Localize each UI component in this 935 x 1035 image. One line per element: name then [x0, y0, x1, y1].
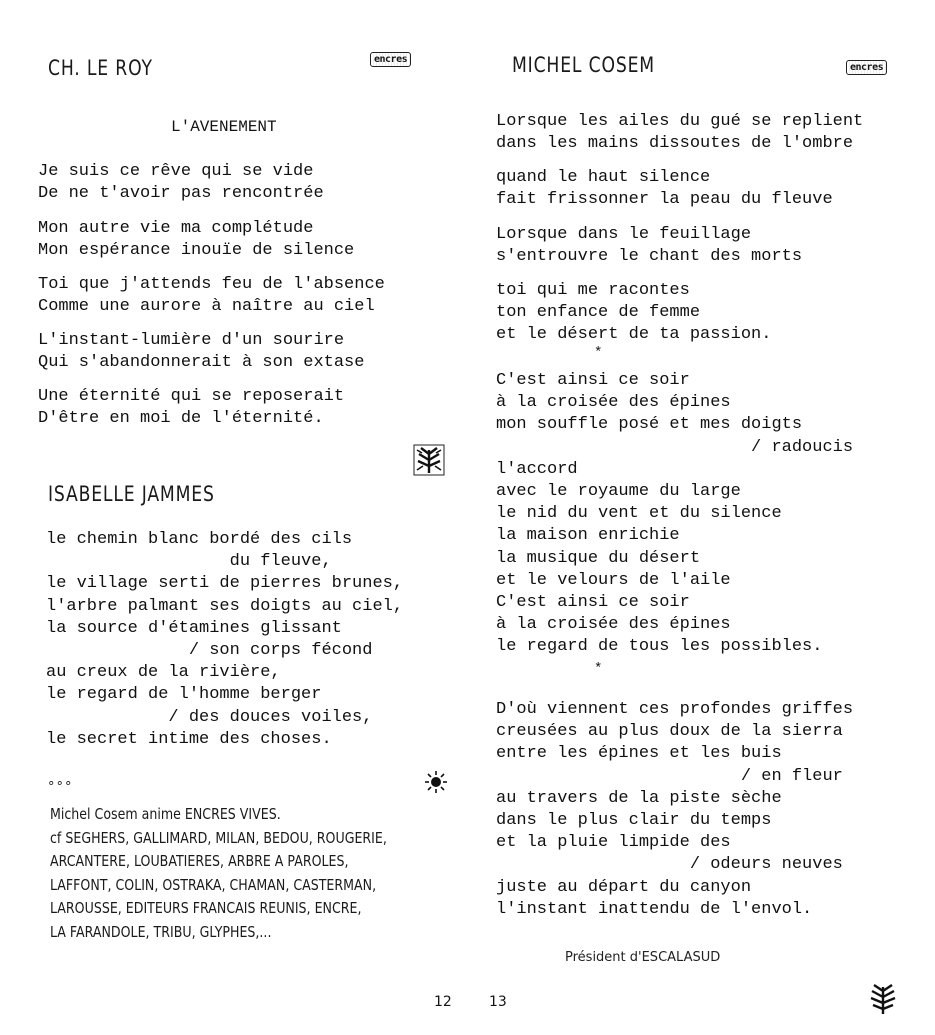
stanza-3: Toi que j'attends feu de l'absence Comme une aurore à naître au ciel [38, 275, 385, 317]
author-isabelle-jammes: ISABELLE JAMMES [48, 482, 215, 506]
stanza-4: L'instant-lumière d'un sourire Qui s'abandonnerait à son extase [38, 331, 365, 373]
cosem-stanza-4: toi qui me racontes ton enfance de femme et le désert de ta passion. [496, 281, 772, 345]
ellipsis-mark: °°° [48, 780, 74, 795]
page-number-left: 12 [434, 994, 452, 1010]
leaf-ornament-bottom-icon [868, 983, 898, 1015]
cosem-stanza-1: Lorsque les ailes du gué se replient dans les mains dissoutes de l'ombre [496, 112, 864, 154]
section-star-2: * [594, 661, 603, 677]
stanza-5: Une éternité qui se reposerait D'être en moi de l'éternité. [38, 387, 345, 429]
poem-title-avenement: L'AVENEMENT [171, 118, 277, 136]
cosem-stanza-3: Lorsque dans le feuillage s'entrouvre le chant des morts [496, 225, 803, 267]
section-star-1: * [594, 345, 603, 361]
stanza-2: Mon autre vie ma complétude Mon espérance inouïe de silence [38, 219, 355, 261]
sun-ornament-icon [424, 770, 448, 794]
poem-isabelle-jammes: le chemin blanc bordé des cils du fleuve, le village serti de pierres brunes, l'arbre palmant ses doigts au ciel, la source d'étamines glissant / son corps fécond au creux de la rivière, le regard de l'homme berger / des douces voiles, le secret intime des choses. [46, 530, 404, 749]
page-number-right: 13 [489, 994, 507, 1010]
stanza-1: Je suis ce rêve qui se vide De ne t'avoir pas rencontrée [38, 162, 324, 204]
signature-president: Président d'ESCALASUD [565, 950, 721, 965]
author-michel-cosem: MICHEL COSEM [512, 53, 655, 77]
encres-logo-right: encres [846, 60, 887, 75]
editor-note: Michel Cosem anime ENCRES VIVES. cf SEGHERS, GALLIMARD, MILAN, BEDOU, ROUGERIE, ARCANTERE, LOUBATIERES, ARBRE A PAROLES, LAFFONT, COLIN, OSTRAKA, CHAMAN, CASTERMAN, LAROUSSE, EDITEURS FRANCAIS REUNIS, ENCRE, LA FARANDOLE, TRIBU, GLYPHES,... [50, 805, 387, 941]
cosem-stanza-2: quand le haut silence fait frissonner la peau du fleuve [496, 168, 833, 210]
cosem-section-3: D'où viennent ces profondes griffes creusées au plus doux de la sierra entre les épines et les buis / en fleur au travers de la piste sèche dans le plus clair du temps et la pluie limpide des / odeurs neuves juste au départ du canyon l'instant inattendu de l'envol. [496, 700, 854, 919]
encres-logo-left: encres [370, 52, 411, 67]
author-ch-le-roy: CH. LE ROY [48, 56, 153, 80]
leaf-ornament-icon [413, 444, 445, 476]
cosem-section-2: C'est ainsi ce soir à la croisée des épines mon souffle posé et mes doigts / radoucis l'accord avec le royaume du large le nid du vent et du silence la maison enrichie la musique du désert et le velours de l'aile C'est ainsi ce soir à la croisée des épines le regard de tous les possibles. [496, 371, 854, 657]
